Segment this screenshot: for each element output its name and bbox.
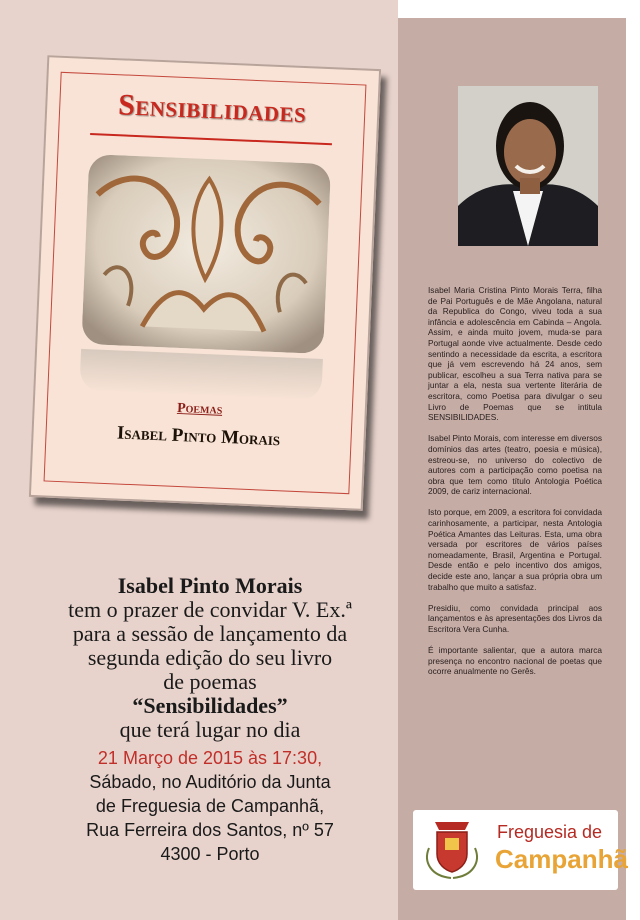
venue-line: Rua Ferreira dos Santos, nº 57 bbox=[86, 820, 334, 840]
invitation-line: de poemas bbox=[163, 669, 257, 694]
ornament-image bbox=[81, 154, 331, 354]
bio-paragraph: Isto porque, em 2009, a escritora foi convidada carinhosamente, a participar, nesta Antologia Poética Amantes das Leituras. Esta, uma obra versada por escritores de vários países nomeadamente, Brasil, Argentina e Portugal. Desde então e pelo incentivo dos amigos, decide este ano, lançar a sua própria obra um trabalho que muito a satisfaz. bbox=[428, 507, 602, 592]
book-cover bbox=[29, 55, 381, 511]
invitation-line: tem o prazer de convidar V. Ex.ª bbox=[68, 597, 352, 622]
author-name: Isabel Pinto Morais bbox=[117, 573, 303, 598]
bio-paragraph: Isabel Pinto Morais, com interesse em diversos domínios das artes (teatro, poesia e música), estreou-se, no universo do colectivo de autores com a participação como poetisa na obra que tem como título Antologia Poética 2009, de cariz internacional. bbox=[428, 433, 602, 497]
venue-line: 4300 - Porto bbox=[160, 844, 260, 864]
venue-line: Sábado, no Auditório da Junta bbox=[89, 772, 331, 792]
coat-of-arms-icon bbox=[421, 818, 483, 882]
event-date: 21 Março de 2015 às 17:30, bbox=[97, 748, 323, 768]
book-title: Sensibilidades bbox=[117, 88, 308, 130]
book-author: Isabel Pinto Morais bbox=[116, 422, 281, 451]
author-photo bbox=[458, 86, 598, 246]
book-name: “Sensibilidades” bbox=[132, 693, 288, 718]
bio-paragraph: Isabel Maria Cristina Pinto Morais Terra, filha de Pai Português e de Mãe Angolana, natural da Republica do Congo, viveu toda a sua infância e adolescência em Cabinda – Angola. Assim, e ainda muito jovem, muda-se para Portugal aonde vive actualmente. Desde cedo sentindo a necessidade da escrita, a escritora que já vem escrevendo há 24 anos, sem publicar, escolheu a sua Terra nativa para se juntar a ela, nesta sua vertente literária de escritora, como Poetisa para divulgar o seu Livro de Poemas que se intitula SENSIBILIDADES. bbox=[428, 285, 602, 423]
invitation-line: que terá lugar no dia bbox=[119, 717, 301, 742]
logo-text-top: Freguesia de bbox=[497, 822, 603, 842]
biography bbox=[428, 285, 602, 688]
venue-line: de Freguesia de Campanhã, bbox=[95, 796, 325, 816]
bio-paragraph: É importante salientar, que a autora marca presença no encontro nacional de poetas que ocorre anualmente no Gerês. bbox=[428, 645, 602, 677]
bio-paragraph: Presidiu, como convidada principal aos lançamentos e às apresentações dos Livros da Escritora Vera Cunha. bbox=[428, 602, 602, 634]
freguesia-logo bbox=[413, 810, 628, 890]
invitation-line: segunda edição do seu livro bbox=[87, 645, 333, 670]
invitation-line: para a sessão de lançamento da bbox=[72, 621, 348, 646]
logo-text-bottom: Campanhã bbox=[495, 844, 628, 874]
invitation-text bbox=[20, 574, 400, 866]
book-subtitle: Poemas bbox=[176, 400, 223, 418]
